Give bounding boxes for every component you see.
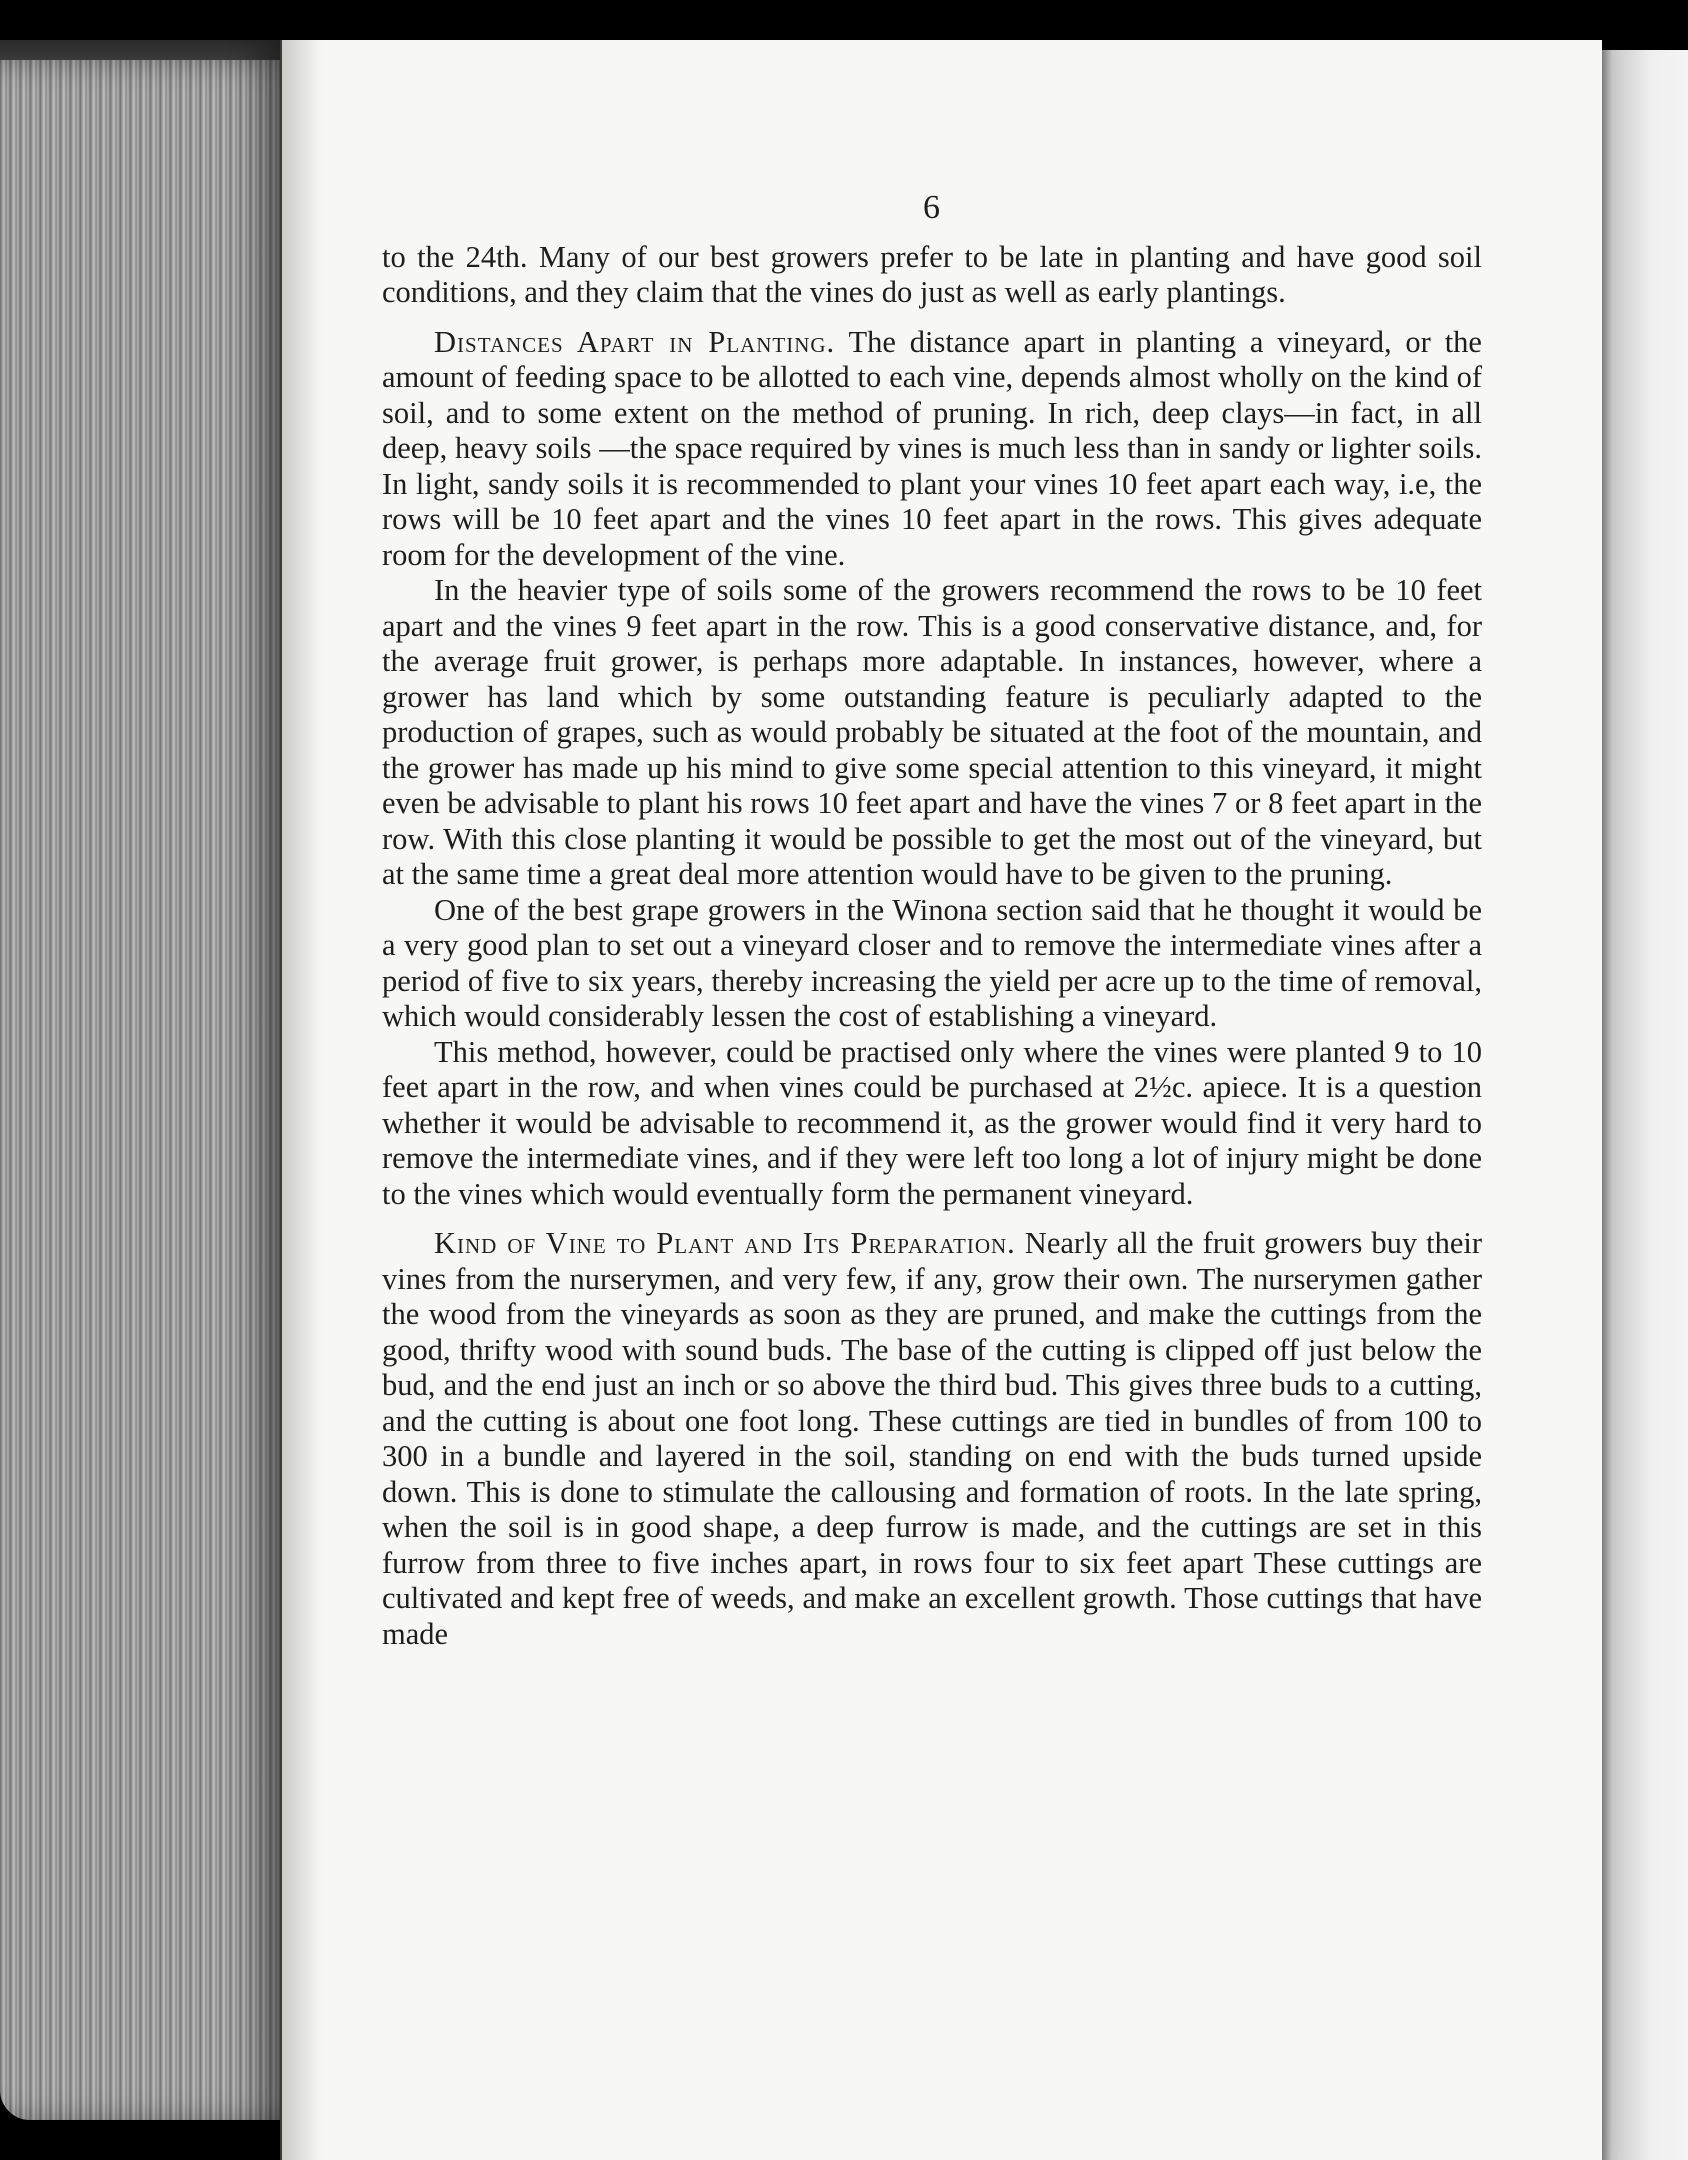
page-number: 6 <box>923 189 941 226</box>
page-text <box>382 190 1482 1652</box>
section-heading-distances: Distances Apart in Planting. <box>434 324 836 359</box>
section-heading-kind-of-vine: Kind of Vine to Plant and Its Preparation. <box>434 1226 1016 1260</box>
paragraph-6 <box>382 1226 1482 1652</box>
paragraph-6-text: Nearly all the fruit growers buy their vines from the nurserymen, and very few, if any, grow their own. The nurserymen gather the wood from the vineyards as soon as they are pruned, and make the cuttings from the good, thrifty wood with sound buds. The base of the cutting is clipped off just below the bud, and the end just an inch or so above the third bud. This gives three buds to a cutting, and the cutting is about one foot long. These cuttings are tied in bundles of from 100 to 300 in a bundle and layered in the soil, standing on end with the buds turned upside down. This is done to stimulate the callousing and formation of roots. In the late spring, when the soil is in good shape, a deep furrow is made, and the cuttings are set in this furrow from three to five inches apart, in rows four to six feet apart These cuttings are cultivated and kept free of weeds, and make an excellent growth. Those cuttings that have made <box>382 1226 1482 1651</box>
paragraph-4-text: One of the best grape growers in the Winona section said that he thought it would be a very good plan to set out a vineyard closer and to remove the intermediate vines after a period of five to six years, thereby increasing the yield per acre up to the time of removal, which would considerably lessen the cost of establishing a vineyard. <box>382 892 1482 1033</box>
paragraph-5-text: This method, however, could be practised only where the vines were planted 9 to 10 feet apart in the row, and when vines could be purchased at 2½c. apiece. It is a question whether it would be advisable to recommend it, as the grower would find it very hard to remove the intermediate vines, and if they were left too long a lot of injury might be done to the vines which would eventually form the permanent vineyard. <box>382 1034 1482 1211</box>
paragraph-2 <box>382 325 1482 574</box>
gutter-shadow <box>282 40 322 2160</box>
facing-page-fragment <box>1590 50 1688 2160</box>
book-page <box>280 40 1602 2160</box>
paragraph-3 <box>382 573 1482 893</box>
paragraph-2-text: The distance apart in planting a vineyard, or the amount of feeding space to be allotted to each vine, depends almost wholly on the kind of soil, and to some extent on the method of pruning. In rich, deep clays—in fact, in all deep, heavy soils —the space required by vines is much less than in sandy or lighter soils. In light, sandy soils it is recommended to plant your vines 10 feet apart each way, i.e, the rows will be 10 feet apart and the vines 10 feet apart in the rows. This gives adequate room for the development of the vine. <box>382 324 1482 572</box>
paragraph-5 <box>382 1035 1482 1213</box>
book-page-edges <box>0 60 320 2120</box>
paragraph-1-text: to the 24th. Many of our best growers prefer to be late in planting and have good soil conditions, and they claim that the vines do just as well as early plantings. <box>382 239 1482 309</box>
paragraph-4 <box>382 893 1482 1035</box>
paragraph-3-text: In the heavier type of soils some of the growers recommend the rows to be 10 feet apart and the vines 9 feet apart in the row. This is a good conservative distance, and, for the average fruit grower, is perhaps more adaptable. In instances, however, where a grower has land which by some outstanding feature is peculiarly adapted to the production of grapes, such as would probably be situated at the foot of the mountain, and the grower has made up his mind to give some special attention to this vineyard, it might even be advisable to plant his rows 10 feet apart and have the vines 7 or 8 feet apart in the row. With this close planting it would be possible to get the most out of the vineyard, but at the same time a great deal more attention would have to be given to the pruning. <box>382 573 1482 891</box>
paragraph-1 <box>382 240 1482 311</box>
